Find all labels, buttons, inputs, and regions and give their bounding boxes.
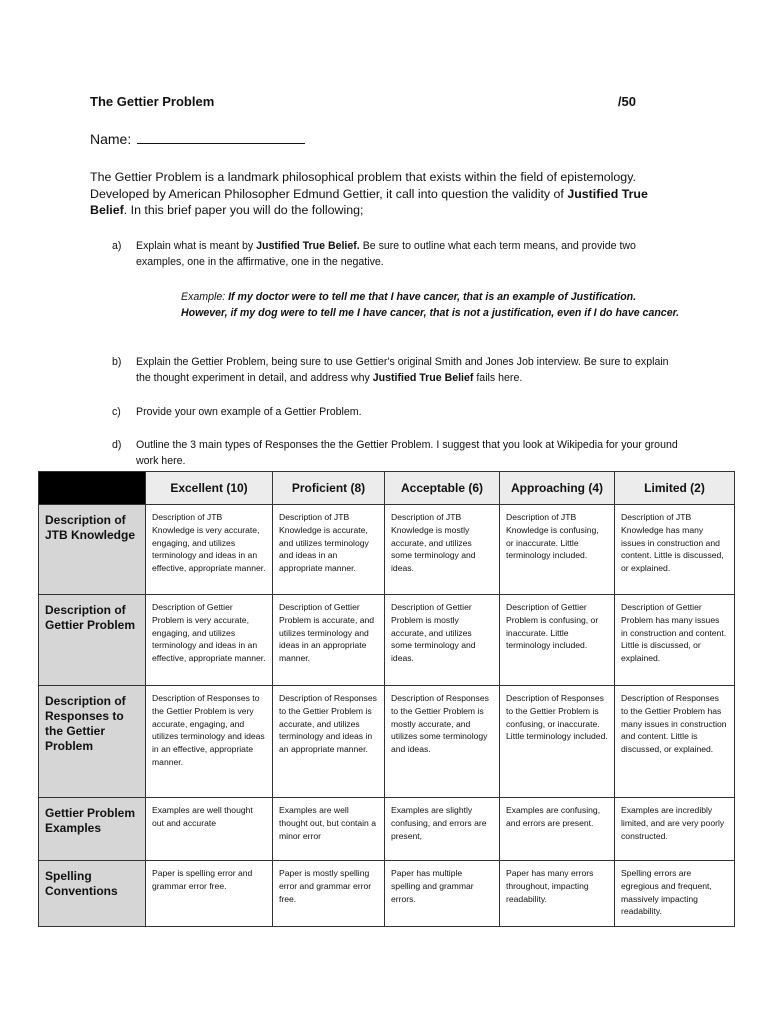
rubric-cell: Description of Gettier Problem is accurate, and utilizes terminology and ideas in an appropriate manner. — [273, 595, 385, 686]
rubric-row — [39, 798, 735, 861]
rubric-cell: Examples are confusing, and errors are present. — [500, 798, 615, 861]
rubric-cell: Spelling errors are egregious and frequent, massively impacting readability. — [615, 861, 735, 927]
example-text: If my doctor were to tell me that I have cancer, that is an example of Justification. However, if my dog were to tell me I have cancer, that is not a justification, even if I do have cancer. — [181, 291, 680, 320]
rubric-cell: Description of Gettier Problem has many issues in construction and content. Little is discussed, or explained. — [615, 595, 735, 686]
task-marker: a) — [112, 240, 122, 252]
rubric-cell: Description of Responses to the Gettier Problem is very accurate, engaging, and utilizes terminology and ideas in an effective, appropriate manner. — [146, 686, 273, 798]
task-text-part: fails here. — [473, 372, 523, 385]
task-text — [136, 354, 681, 387]
rubric-cell: Description of JTB Knowledge has many issues in construction and content. Little is discussed, or explained. — [615, 505, 735, 595]
task-bold-term: Justified True Belief. — [256, 240, 360, 252]
rubric-criterion: Gettier Problem Examples — [39, 798, 146, 861]
rubric-corner-cell — [39, 472, 146, 505]
rubric-cell: Description of JTB Knowledge is very accurate, engaging, and utilizes terminology and ideas in an effective, appropriate manner. — [146, 505, 273, 595]
task-text-part: Explain what is meant by — [136, 240, 257, 252]
task-text-part: Provide your own example of a Gettier Problem. — [136, 406, 362, 418]
task-marker: b) — [112, 356, 122, 368]
rubric-criterion: Description of JTB Knowledge — [39, 505, 146, 595]
rubric-cell: Description of Gettier Problem is confusing, or inaccurate. Little terminology included. — [500, 595, 615, 686]
rubric-row — [39, 686, 735, 798]
name-label: Name: — [90, 131, 132, 147]
task-text-part: Explain the Gettier Problem, being sure to use Gettier's original Smith and Jones Job interview. Be sure to explain the thought experiment in detail, and address why — [136, 356, 669, 385]
rubric-cell: Description of Responses to the Gettier Problem is mostly accurate, and utilizes some terminology and ideas. — [385, 686, 500, 798]
intro-paragraph — [90, 169, 670, 219]
rubric-column-header: Excellent (10) — [146, 472, 273, 505]
rubric-header-row — [39, 472, 735, 505]
rubric-table — [38, 471, 735, 927]
task-bold-term: Justified True Belief — [372, 372, 474, 385]
name-row — [90, 130, 305, 147]
intro-line-3: . In this brief paper you will do the following; — [123, 203, 364, 218]
rubric-cell: Paper is mostly spelling error and grammar error free. — [273, 861, 385, 927]
title-row — [90, 94, 636, 112]
rubric-cell: Examples are well thought out and accurate — [146, 798, 273, 861]
rubric-row — [39, 595, 735, 686]
rubric-row — [39, 861, 735, 927]
rubric-column-header: Proficient (8) — [273, 472, 385, 505]
task-text-part: Outline the 3 main types of Responses the the Gettier Problem. I suggest that you look at Wikipedia for your ground work here. — [136, 439, 678, 468]
intro-line-2: Developed by American Philosopher Edmund Gettier, it call into question the validity of — [90, 186, 568, 201]
rubric-cell: Description of Gettier Problem is very accurate, engaging, and utilizes terminology and ideas in an effective, appropriate manner. — [146, 595, 273, 686]
rubric-cell: Examples are incredibly limited, and are very poorly constructed. — [615, 798, 735, 861]
rubric-criterion: Spelling Conventions — [39, 861, 146, 927]
rubric-cell: Examples are slightly confusing, and errors are present, — [385, 798, 500, 861]
rubric-cell: Description of Responses to the Gettier Problem is confusing, or inaccurate. Little terminology included. — [500, 686, 615, 798]
example-block — [181, 289, 681, 322]
rubric-cell: Paper has many errors throughout, impacting readability. — [500, 861, 615, 927]
rubric-cell: Description of JTB Knowledge is mostly accurate, and utilizes some terminology and ideas. — [385, 505, 500, 595]
rubric-cell: Description of JTB Knowledge is accurate, and utilizes terminology and ideas in an appropriate manner. — [273, 505, 385, 595]
document-title: The Gettier Problem — [90, 94, 215, 109]
task-text — [136, 238, 681, 271]
rubric-cell: Paper is spelling error and grammar error free. — [146, 861, 273, 927]
intro-line-1: The Gettier Problem is a landmark philosophical problem that exists within the field of epistemology. — [90, 170, 636, 184]
example-label: Example: — [181, 291, 229, 303]
task-marker: d) — [112, 439, 122, 451]
rubric-cell: Paper has multiple spelling and grammar errors. — [385, 861, 500, 927]
intro-bold-term-end: Belief — [90, 203, 124, 218]
total-score: /50 — [617, 94, 636, 109]
task-text — [136, 437, 681, 470]
rubric-column-header: Limited (2) — [615, 472, 735, 505]
task-text — [136, 404, 681, 420]
name-blank-line[interactable] — [137, 130, 305, 144]
task-text-part: Be sure to outline what each term means, and provide two examples, one in the affirmative, one in the negative. — [136, 240, 636, 269]
task-marker: c) — [112, 406, 121, 418]
rubric-cell: Description of Gettier Problem is mostly accurate, and utilizes some terminology and ideas. — [385, 595, 500, 686]
rubric-criterion: Description of Responses to the Gettier Problem — [39, 686, 146, 798]
rubric-column-header: Acceptable (6) — [385, 472, 500, 505]
intro-bold-term: Justified True — [567, 186, 648, 201]
rubric-criterion: Description of Gettier Problem — [39, 595, 146, 686]
rubric-cell: Examples are well thought out, but contain a minor error — [273, 798, 385, 861]
rubric-row — [39, 505, 735, 595]
rubric-cell: Description of Responses to the Gettier Problem is accurate, and utilizes terminology and ideas in an appropriate manner. — [273, 686, 385, 798]
rubric-cell: Description of JTB Knowledge is confusing, or inaccurate. Little terminology included. — [500, 505, 615, 595]
rubric-cell: Description of Responses to the Gettier Problem has many issues in construction and content. Little is discussed, or explained. — [615, 686, 735, 798]
rubric-column-header: Approaching (4) — [500, 472, 615, 505]
